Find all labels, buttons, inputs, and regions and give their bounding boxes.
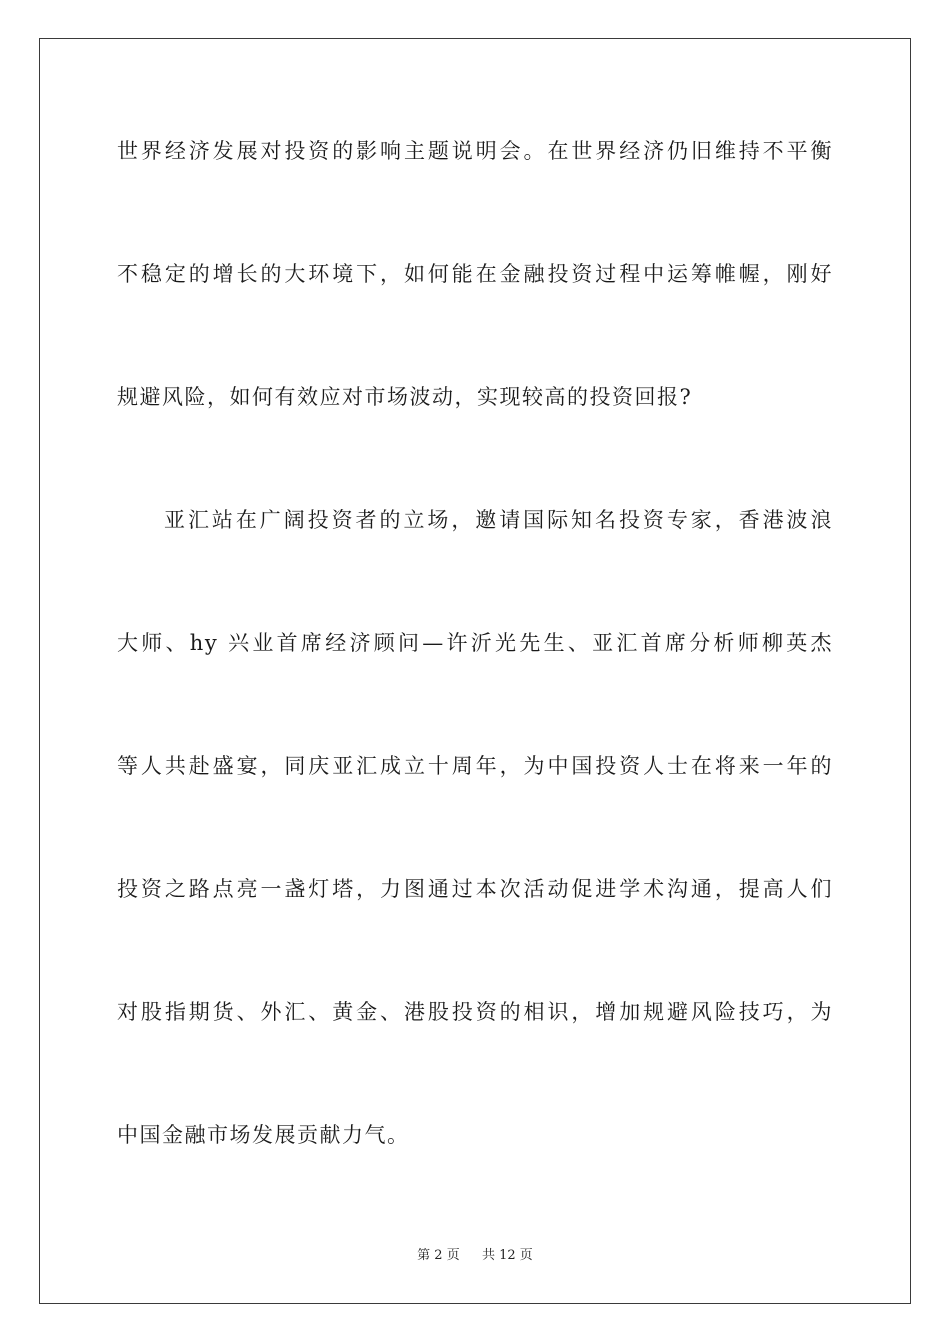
paragraph-line: 大师、hy 兴业首席经济顾问—许沂光先生、亚汇首席分析师柳英杰 [117, 631, 833, 655]
paragraph-line: 规避风险，如何有效应对市场波动，实现较高的投资回报? [117, 385, 693, 409]
paragraph-line: 世界经济发展对投资的影响主题说明会。在世界经济仍旧维持不平衡 [117, 139, 833, 163]
paragraph-line: 等人共赴盛宴，同庆亚汇成立十周年，为中国投资人士在将来一年的 [117, 754, 833, 778]
page-total: 共 12 页 [482, 1248, 533, 1263]
paragraph-line: 亚汇站在广阔投资者的立场，邀请国际知名投资专家，香港波浪 [164, 508, 833, 532]
page-border [39, 38, 911, 1304]
paragraph-line: 不稳定的增长的大环境下，如何能在金融投资过程中运筹帷幄，刚好 [117, 262, 833, 286]
paragraph-line: 投资之路点亮一盏灯塔，力图通过本次活动促进学术沟通，提高人们 [117, 877, 833, 901]
paragraph-line: 中国金融市场发展贡献力气。 [117, 1123, 410, 1147]
page-number: 第 2 页 [417, 1248, 460, 1263]
page-footer [0, 1247, 950, 1265]
paragraph-line: 对股指期货、外汇、黄金、港股投资的相识，增加规避风险技巧，为 [117, 1000, 833, 1024]
